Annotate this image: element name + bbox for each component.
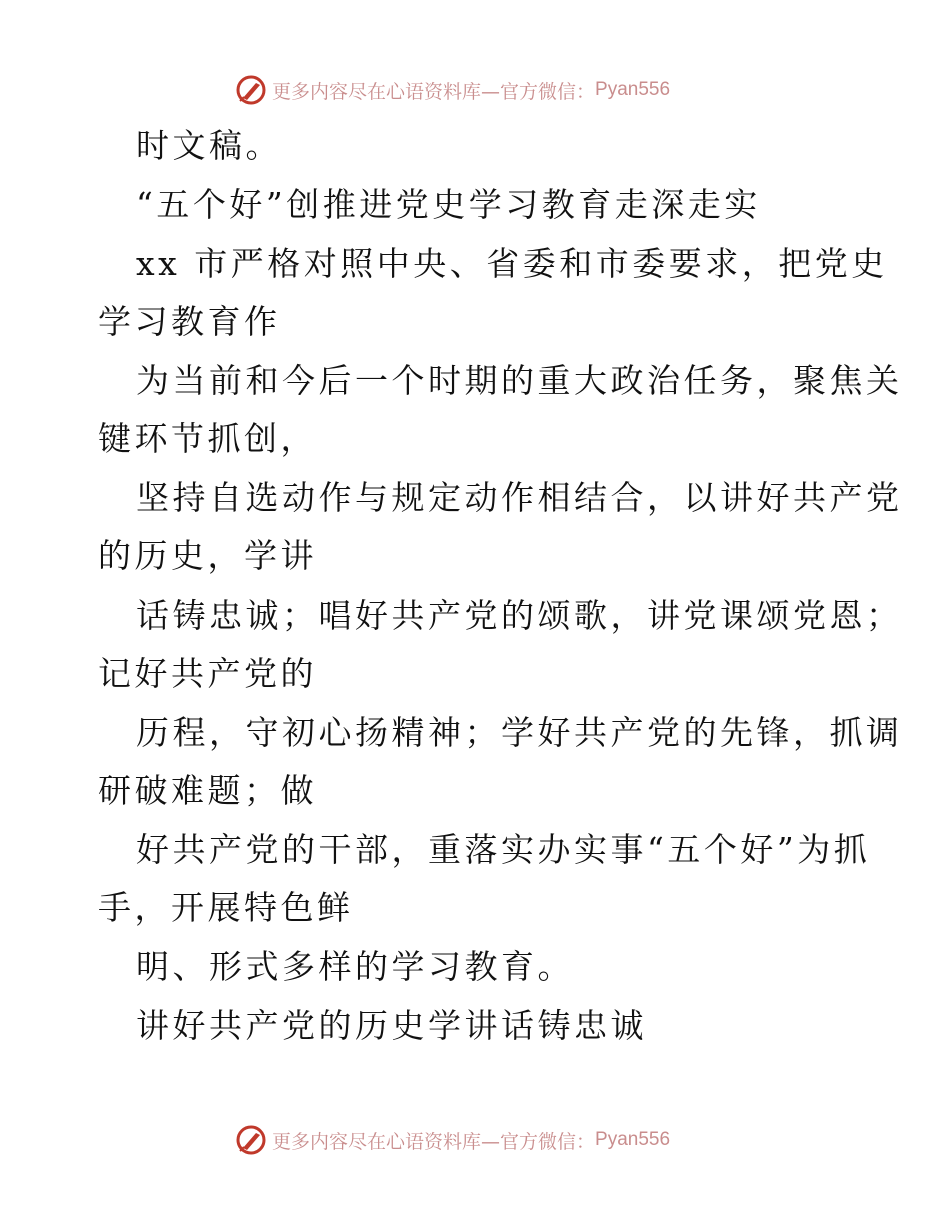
section-title: “五个好”创推进党史学习教育走深走实 xyxy=(136,185,761,224)
wechat-id: Pyan556 xyxy=(595,79,671,100)
banner-text: 更多内容尽在心语资料库—官方微信： xyxy=(272,80,596,103)
text-line: 记好共产党的 xyxy=(98,654,317,693)
text-line: 为当前和今后一个时期的重大政治任务，聚焦关 xyxy=(136,361,903,400)
text-line: 话铸忠诚；唱好共产党的颂歌，讲党课颂党恩； xyxy=(136,596,903,635)
pen-logo-icon xyxy=(234,1123,268,1157)
footer-banner xyxy=(0,1120,950,1160)
text-line: 研破难题；做 xyxy=(98,771,317,810)
header-banner xyxy=(0,70,950,110)
text-line: 时文稿。 xyxy=(136,126,282,165)
section-title: 讲好共产党的历史学讲话铸忠诚 xyxy=(136,1006,647,1045)
text-line: 坚持自选动作与规定动作相结合，以讲好共产党 xyxy=(136,478,903,517)
wechat-id: Pyan556 xyxy=(595,1129,671,1150)
text-line: xx 市严格对照中央、省委和市委要求，把党史 xyxy=(136,244,888,283)
text-line: 好共产党的干部，重落实办实事“五个好”为抓 xyxy=(136,830,871,869)
text-line: 历程，守初心扬精神；学好共产党的先锋，抓调 xyxy=(136,713,903,752)
text-line: 学习教育作 xyxy=(98,302,281,341)
text-line: 手，开展特色鲜 xyxy=(98,888,354,927)
text-line: 明、形式多样的学习教育。 xyxy=(136,947,574,986)
banner-text: 更多内容尽在心语资料库—官方微信： xyxy=(272,1130,596,1153)
text-line: 的历史，学讲 xyxy=(98,536,317,575)
pen-logo-icon xyxy=(234,73,268,107)
text-line: 键环节抓创， xyxy=(98,419,317,458)
